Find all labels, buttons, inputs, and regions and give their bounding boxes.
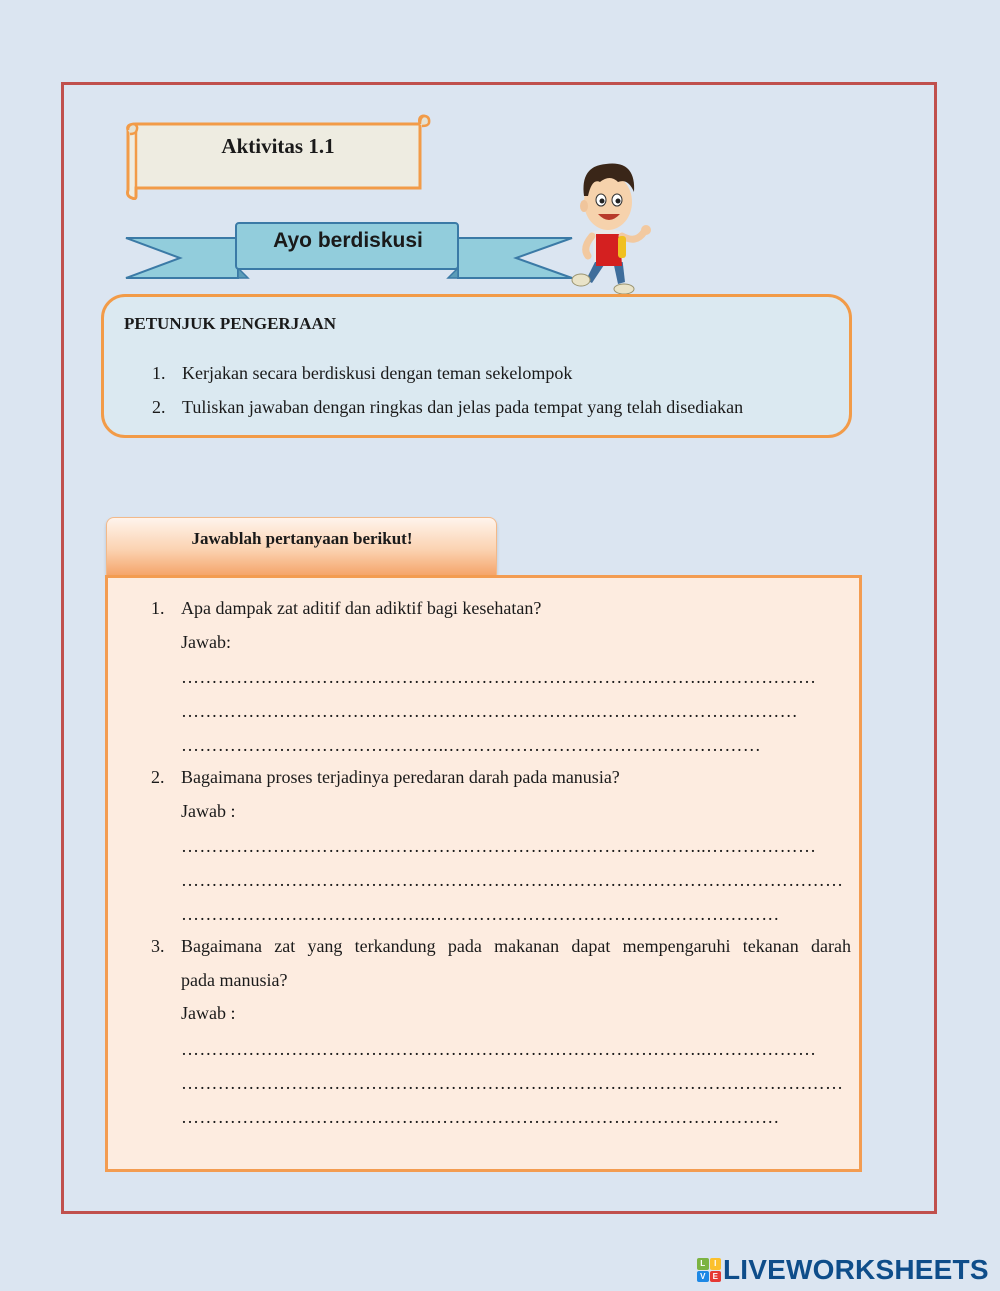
question-text: Apa dampak zat aditif dan adiktif bagi kesehatan? [181, 598, 542, 618]
instruction-text: Kerjakan secara berdiskusi dengan teman sekelompok [182, 363, 573, 383]
answer-label: Jawab: [181, 632, 231, 652]
liveworksheets-logo[interactable] [697, 1255, 989, 1285]
activity-title: Aktivitas 1.1 [221, 134, 335, 158]
answer-label: Jawab : [181, 801, 236, 821]
activity-scroll-banner [124, 114, 434, 200]
answer-line[interactable]: ……………………………………..…………………………………………… [181, 735, 762, 755]
answer-line[interactable]: …………………………………………………………..…………………………… [181, 701, 798, 721]
answer-line[interactable]: …………………………………………………………………………..……………… [181, 836, 817, 856]
instruction-number: 2. [152, 397, 166, 417]
logo-letter: I [710, 1258, 722, 1270]
question-number: 3. [151, 936, 165, 956]
ribbon-title: Ayo berdiskusi [273, 229, 423, 252]
boy-illustration [562, 152, 658, 298]
instruction-item [152, 361, 743, 395]
question-text: Bagaimana zat yang terkandung pada makanan dapat mempengaruhi tekanan darah [181, 936, 851, 956]
questions-header-title: Jawablah pertanyaan berikut! [191, 529, 413, 548]
instruction-number: 1. [152, 363, 166, 383]
question-number: 1. [151, 598, 165, 618]
questions-header-tab [106, 517, 497, 575]
question-text-continued: pada manusia? [181, 970, 288, 990]
logo-letter: E [710, 1271, 722, 1283]
instructions-box [101, 294, 852, 438]
instruction-item [152, 395, 743, 429]
logo-letter: L [697, 1258, 709, 1270]
answer-line[interactable]: …………………………………..………………………………………………… [181, 904, 780, 924]
instructions-title: PETUNJUK PENGERJAAN [124, 314, 337, 333]
answer-line[interactable]: …………………………………………………………………………..……………… [181, 1039, 817, 1059]
answer-line[interactable]: …………………………………………………………………………..……………… [181, 667, 817, 687]
questions-box [105, 575, 862, 1172]
answer-label: Jawab : [181, 1003, 236, 1023]
question-text: Bagaimana proses terjadinya peredaran darah pada manusia? [181, 767, 620, 787]
answer-line[interactable]: ……………………………………………………………………………………………… [181, 1073, 844, 1093]
instructions-list [152, 361, 743, 429]
question-number: 2. [151, 767, 165, 787]
logo-letter: V [697, 1271, 709, 1283]
instruction-text: Tuliskan jawaban dengan ringkas dan jelas pada tempat yang telah disediakan [182, 397, 744, 417]
logo-text: LIVEWORKSHEETS [723, 1254, 989, 1285]
logo-icon [697, 1258, 721, 1282]
discussion-ribbon [124, 220, 574, 286]
answer-line[interactable]: …………………………………..………………………………………………… [181, 1107, 780, 1127]
answer-line[interactable]: ……………………………………………………………………………………………… [181, 870, 844, 890]
